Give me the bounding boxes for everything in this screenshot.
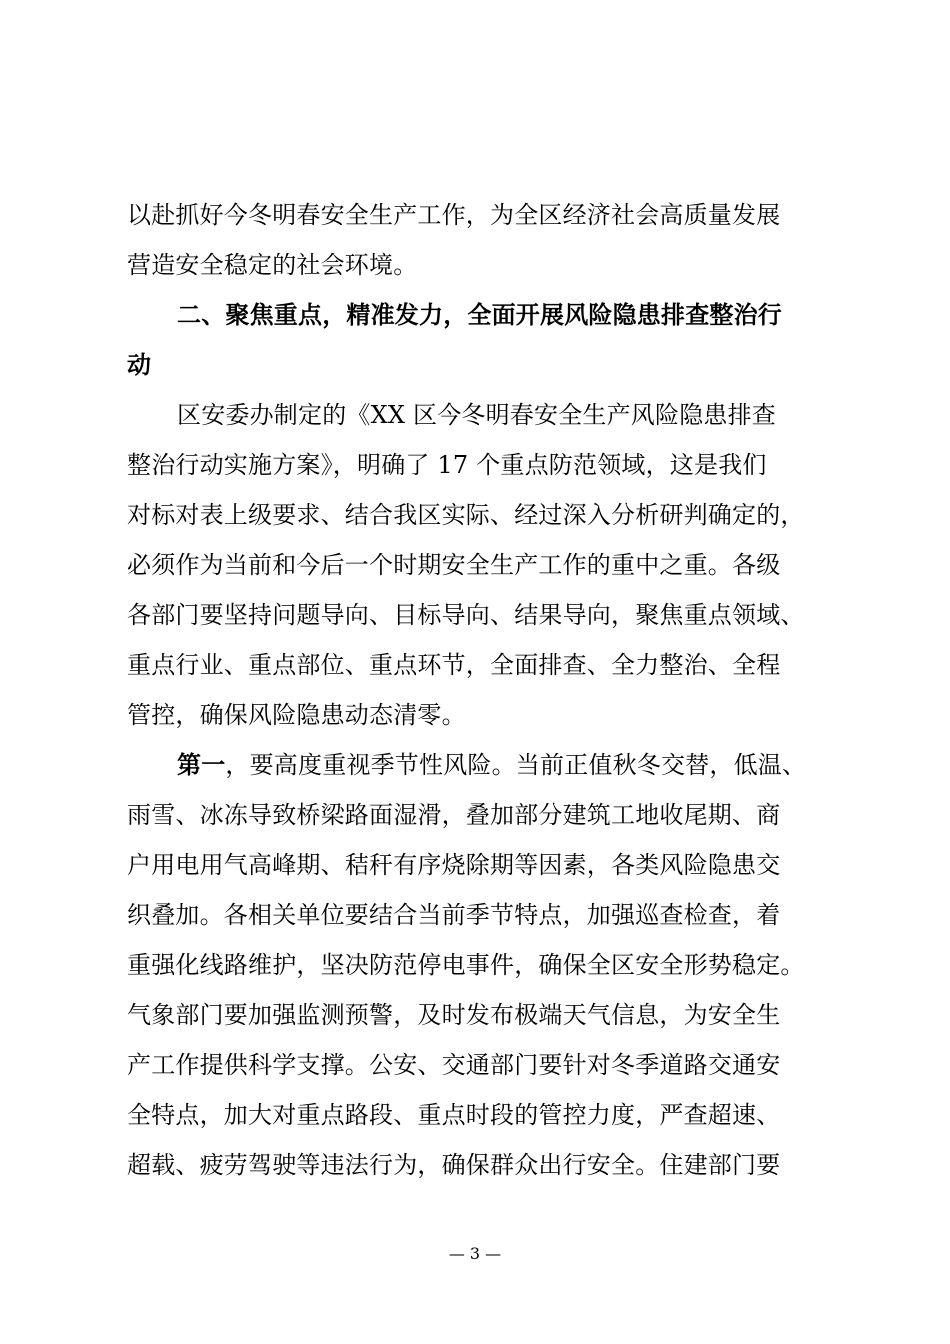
paragraph-line: 重强化线路维护，坚决防范停电事件，确保全区安全形势稳定。 [127,951,805,979]
paragraph-line: 户用电用气高峰期、秸秆有序烧除期等因素，各类风险隐患交 [127,851,781,879]
page-number: — 3 — [448,1244,502,1263]
paragraph-line: 全特点，加大对重点路段、重点时段的管控力度，严查超速、 [127,1101,781,1129]
paragraph-line: 整治行动实施方案》，明确了 17 个重点防范领域，这是我们 [127,451,767,479]
text-line: 以赴抓好今冬明春安全生产工作，为全区经济社会高质量发展 [127,201,781,229]
section-heading: 二、聚焦重点，精准发力，全面开展风险隐患排查整治行 [177,300,782,329]
paragraph-line: 对标对表上级要求、结合我区实际、经过深入分析研判确定的， [127,501,805,529]
paragraph-line: 超载、疲劳驾驶等违法行为，确保群众出行安全。住建部门要 [127,1151,781,1179]
paragraph-line: 管控，确保风险隐患动态清零。 [127,701,466,729]
paragraph-lead: 第一 [177,750,226,779]
document-body [127,190,827,1190]
paragraph-line: 必须作为当前和今后一个时期安全生产工作的重中之重。各级 [127,551,781,579]
paragraph-line: 雨雪、冰冻导致桥梁路面湿滑，叠加部分建筑工地收尾期、商 [127,801,781,829]
section-heading-continued: 动 [127,350,152,379]
paragraph-line: 产工作提供科学支撑。公安、交通部门要针对冬季道路交通安 [127,1051,781,1079]
paragraph-line: 区安委办制定的《XX 区今冬明春安全生产风险隐患排查 [177,401,776,429]
paragraph-line: 气象部门要加强监测预警，及时发布极端天气信息，为安全生 [127,1001,781,1029]
paragraph-line-rest: ，要高度重视季节性风险。当前正值秋冬交替，低温、 [225,751,807,779]
paragraph-first-line [127,740,827,790]
paragraph-line: 重点行业、重点部位、重点环节，全面排查、全力整治、全程 [127,651,781,679]
paragraph-line: 织叠加。各相关单位要结合当前季节特点，加强巡查检查，着 [127,901,781,929]
text-line: 营造安全稳定的社会环境。 [127,251,418,279]
paragraph-line: 各部门要坚持问题导向、目标导向、结果导向，聚焦重点领域、 [127,601,805,629]
